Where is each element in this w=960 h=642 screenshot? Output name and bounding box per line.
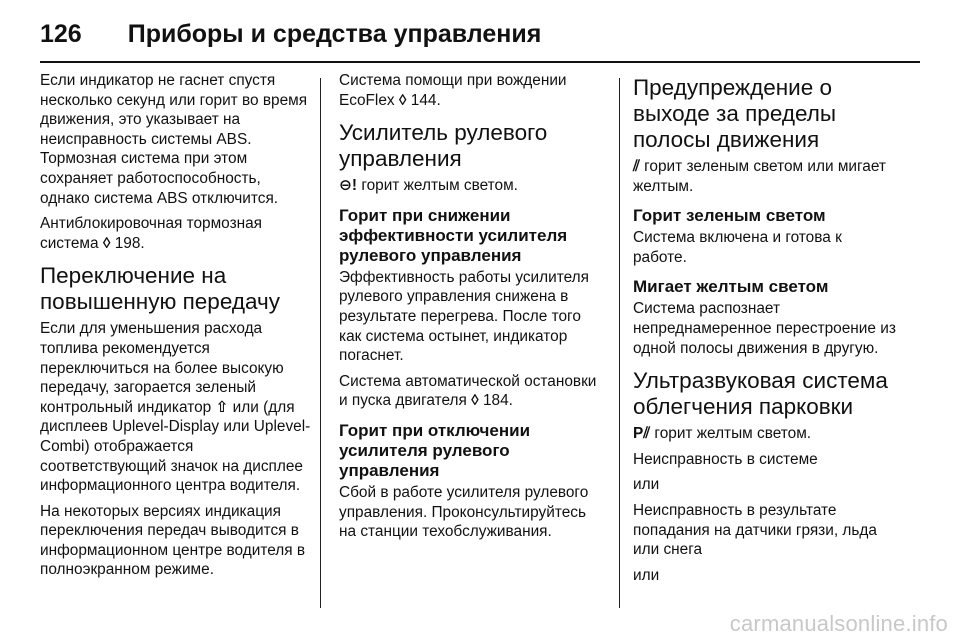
heading-upshift: Переключение на повышенную передачу xyxy=(40,263,280,315)
ecoflex-reference-paragraph xyxy=(339,71,605,110)
reduced-assist-paragraph: Эффективность работы усилителя рулевого управления снижена в результате перегрева. После того как система остынет, индикатор погаснет. xyxy=(339,268,589,365)
parking-assist-text: горит желтым светом. xyxy=(654,425,812,443)
parking-or-2: или xyxy=(633,566,660,584)
abs-reference-text: Антиблокировочная тормозная система xyxy=(40,215,263,252)
heading-assist-off: Горит при отключении усилителя рулевого управления xyxy=(339,420,531,480)
ecoflex-reference-text: Система помощи при вождении EcoFlex xyxy=(339,72,567,109)
power-steering-paragraph xyxy=(339,176,605,196)
page-reference-icon: ◊ xyxy=(102,234,111,252)
heading-reduced-assist: Горит при снижении эффективности усилителя рулевого управления xyxy=(339,205,568,265)
page-reference-icon: ◊ xyxy=(398,91,407,109)
parking-fault-system: Неисправность в системе xyxy=(633,450,818,468)
page-number: 126 xyxy=(40,19,82,48)
heading-power-steering: Усилитель рулевого управления xyxy=(339,120,548,172)
upshift-indicator-icon: ⇧ xyxy=(215,398,229,416)
stop-start-reference-page[interactable]: 184. xyxy=(483,392,513,410)
lane-departure-paragraph xyxy=(633,157,899,196)
column-divider-1 xyxy=(320,78,321,608)
stop-start-reference-text: Система автоматической остановки и пуска двигателя xyxy=(339,372,597,410)
ecoflex-reference-page[interactable]: 144. xyxy=(410,91,441,109)
running-title: Приборы и средства управления xyxy=(127,19,542,48)
green-light-paragraph: Система включена и готова к работе. xyxy=(633,229,842,266)
column-right xyxy=(633,71,899,591)
lane-departure-text: горит зеленым светом или мигает желтым. xyxy=(633,158,886,195)
power-steering-text: горит желтым светом. xyxy=(361,177,518,195)
stop-start-reference-paragraph xyxy=(339,372,605,411)
power-steering-warning-icon: ⊖! xyxy=(339,177,358,195)
heading-yellow-flash: Мигает желтым светом xyxy=(633,277,829,297)
parking-assist-paragraph xyxy=(633,424,899,444)
parking-fault-dirt: Неисправность в результате попадания на датчики грязи, льда или снега xyxy=(633,501,877,559)
site-watermark[interactable]: carmanualsonline.info xyxy=(729,611,948,636)
upshift-text-a: Если для уменьшения расхода топлива рекомендуется переключиться на более высокую передачу, загорается зеленый контрольный индикатор xyxy=(40,320,284,416)
abs-reference-paragraph xyxy=(40,214,314,253)
page-reference-icon: ◊ xyxy=(471,392,479,410)
upshift-paragraph xyxy=(40,319,314,495)
heading-parking-assist: Ультразвуковая система облегчения парковки xyxy=(633,368,888,420)
page-header xyxy=(40,16,541,52)
heading-green-light: Горит зеленым светом xyxy=(633,206,826,226)
upshift-fullscreen-paragraph: На некоторых версиях индикация переключения передач выводится в информационном центре водителя в полноэкранном режиме. xyxy=(40,502,306,579)
parking-or-1: или xyxy=(633,476,660,494)
abs-warning-paragraph: Если индикатор не гаснет спустя несколько секунд или горит во время движения, это указывает на неисправность системы ABS. Тормозная система при этом сохраняет работоспособность, однако система ABS отключится. xyxy=(40,72,308,207)
upshift-text-b: или (для дисплеев Uplevel-Display или Uplevel-Combi) отображается соответствующий значок на дисплее информационного центра водителя. xyxy=(40,398,311,495)
column-middle xyxy=(339,71,605,548)
column-left xyxy=(40,71,314,586)
lane-departure-icon: ⫽ xyxy=(633,158,640,175)
column-divider-2 xyxy=(619,78,620,608)
yellow-flash-paragraph: Система распознает непреднамеренное перестроение из одной полосы движения в другую. xyxy=(633,300,896,357)
assist-off-paragraph: Сбой в работе усилителя рулевого управления. Проконсультируйтесь на станции техобслуживания. xyxy=(339,483,589,541)
heading-lane-departure: Предупреждение о выходе за пределы полосы движения xyxy=(633,75,837,152)
header-divider xyxy=(40,61,920,63)
abs-reference-page[interactable]: 198. xyxy=(114,234,145,252)
parking-assist-icon: P⫽ xyxy=(633,425,651,443)
